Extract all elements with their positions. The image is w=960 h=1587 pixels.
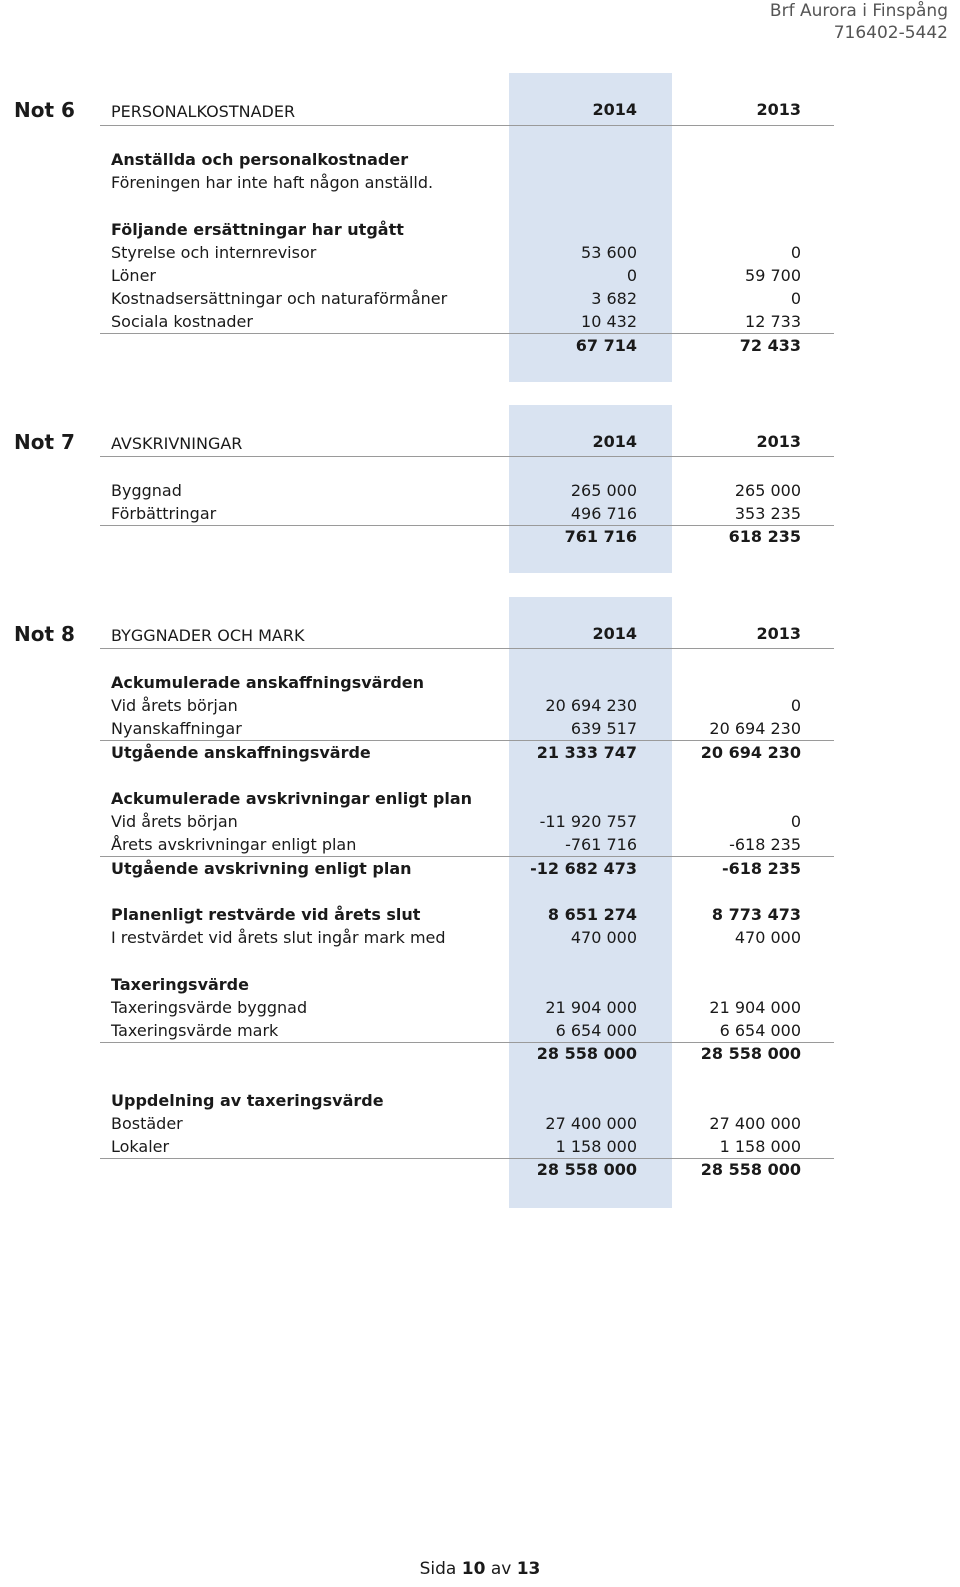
- note-number: Not 8: [14, 622, 75, 646]
- table-row: [111, 764, 801, 787]
- header-rule: [100, 648, 834, 649]
- value-2013: 21 904 000: [709, 997, 801, 1017]
- value-2014: 67 714: [575, 335, 637, 355]
- value-2013: 20 694 230: [709, 719, 801, 739]
- row-label: Planenligt restvärde vid årets slut: [111, 905, 421, 924]
- value-2014: 21 333 747: [536, 742, 637, 762]
- value-2014: 21 904 000: [545, 997, 637, 1017]
- row-label: Utgående anskaffningsvärde: [111, 742, 371, 762]
- document-header: [770, 0, 948, 44]
- value-2014: 8 651 274: [547, 905, 637, 924]
- value-2014: 10 432: [581, 312, 637, 332]
- table-row: [111, 241, 801, 264]
- value-2013: 265 000: [734, 481, 801, 500]
- value-2014: 28 558 000: [536, 1044, 637, 1064]
- row-label: Nyanskaffningar: [111, 719, 242, 739]
- row-label: Anställda och personalkostnader: [111, 150, 409, 169]
- column-header-2014: 2014: [592, 432, 637, 451]
- value-2014: -11 920 757: [539, 812, 637, 832]
- value-2013: 59 700: [745, 266, 801, 285]
- row-label: Vid årets början: [111, 696, 238, 716]
- row-label: Byggnad: [111, 481, 182, 500]
- value-2014: 0: [626, 266, 637, 285]
- table-row: [111, 310, 801, 333]
- value-2014: -761 716: [565, 835, 637, 855]
- value-2013: 470 000: [734, 928, 801, 948]
- value-2013: 618 235: [728, 527, 801, 547]
- note-title: BYGGNADER OCH MARK: [111, 626, 305, 645]
- value-2014: 27 400 000: [545, 1113, 637, 1133]
- org-name: Brf Aurora i Finspång: [769, 1, 948, 21]
- value-2014: 265 000: [570, 481, 637, 500]
- value-2014: 496 716: [570, 504, 637, 524]
- value-2014: 761 716: [564, 527, 637, 547]
- row-label: Årets avskrivningar enligt plan: [111, 835, 357, 855]
- column-header-2013: 2013: [756, 624, 801, 643]
- value-2014: 28 558 000: [536, 1160, 637, 1180]
- table-row: [111, 1042, 801, 1065]
- table-row: [111, 287, 801, 310]
- table-row: [111, 1112, 801, 1135]
- value-2013: 20 694 230: [700, 742, 801, 762]
- table-row: [111, 1089, 801, 1112]
- row-label: Styrelse och internrevisor: [111, 242, 317, 262]
- header-rule: [100, 125, 834, 126]
- table-row: [111, 1135, 801, 1158]
- header-rule: [100, 456, 834, 457]
- value-2013: 12 733: [745, 312, 801, 332]
- table-row: [111, 194, 801, 217]
- note-number: Not 6: [14, 98, 75, 122]
- value-2013: -618 235: [721, 858, 801, 878]
- table-row: [111, 694, 801, 717]
- value-2014: 3 682: [591, 289, 637, 309]
- value-2013: 0: [790, 696, 801, 716]
- table-row: [111, 926, 801, 949]
- table-row: [111, 810, 801, 833]
- value-2014: 53 600: [581, 242, 637, 262]
- note-title: AVSKRIVNINGAR: [111, 434, 243, 453]
- table-row: [111, 479, 801, 502]
- value-2013: -618 235: [729, 835, 801, 855]
- column-header-2014: 2014: [592, 100, 637, 119]
- table-row: [111, 671, 801, 694]
- row-label: Kostnadsersättningar och naturaförmåner: [111, 289, 448, 309]
- row-label: Uppdelning av taxeringsvärde: [111, 1090, 384, 1110]
- row-label: I restvärdet vid årets slut ingår mark med: [111, 928, 446, 948]
- table-row: [111, 903, 801, 926]
- column-header-2013: 2013: [756, 432, 801, 451]
- value-2013: 0: [790, 812, 801, 832]
- value-2013: 28 558 000: [700, 1044, 801, 1064]
- table-row: [111, 1158, 801, 1181]
- value-2013: 1 158 000: [719, 1137, 801, 1156]
- row-label: Sociala kostnader: [111, 312, 253, 332]
- value-2013: 72 433: [739, 335, 801, 355]
- value-2014: -12 682 473: [530, 858, 637, 878]
- table-row: [111, 334, 801, 357]
- org-number: 716402-5442: [833, 23, 948, 43]
- note-number: Not 7: [14, 430, 75, 454]
- row-label: Vid årets början: [111, 812, 238, 832]
- table-row: [111, 787, 801, 810]
- table-row: [111, 525, 801, 548]
- row-label: Lokaler: [111, 1137, 170, 1156]
- table-row: [111, 264, 801, 287]
- table-row: [111, 833, 801, 856]
- row-label: Taxeringsvärde: [111, 974, 249, 994]
- page-of-label: av: [490, 1559, 512, 1579]
- note-title: PERSONALKOSTNADER: [111, 102, 296, 121]
- table-row: [111, 880, 801, 903]
- row-label: Taxeringsvärde mark: [111, 1021, 279, 1040]
- table-row: [111, 857, 801, 880]
- table-row: [111, 1019, 801, 1042]
- row-label: Följande ersättningar har utgått: [111, 219, 404, 239]
- page-label: Sida: [419, 1559, 457, 1579]
- row-label: Förbättringar: [111, 504, 217, 524]
- table-row: [111, 949, 801, 972]
- value-2013: 0: [790, 242, 801, 262]
- table-row: [111, 148, 801, 171]
- value-2014: 20 694 230: [545, 696, 637, 716]
- table-row: [111, 1065, 801, 1088]
- page-number: 10: [461, 1559, 486, 1579]
- value-2014: 639 517: [570, 719, 637, 739]
- row-label: Löner: [111, 266, 156, 285]
- table-row: [111, 218, 801, 241]
- page-total: 13: [516, 1559, 541, 1579]
- table-row: [111, 996, 801, 1019]
- value-2013: 6 654 000: [719, 1021, 801, 1040]
- value-2013: 27 400 000: [709, 1113, 801, 1133]
- table-row: [111, 741, 801, 764]
- row-label: Taxeringsvärde byggnad: [111, 997, 308, 1017]
- value-2014: 470 000: [570, 928, 637, 948]
- row-label: Föreningen har inte haft någon anställd.: [111, 173, 434, 193]
- row-label: Bostäder: [111, 1113, 183, 1133]
- value-2013: 0: [790, 289, 801, 309]
- row-label: Ackumulerade anskaffningsvärden: [111, 673, 425, 692]
- table-row: [111, 502, 801, 525]
- value-2014: 6 654 000: [555, 1021, 637, 1040]
- table-row: [111, 717, 801, 740]
- value-2013: 8 773 473: [711, 905, 801, 924]
- column-header-2013: 2013: [756, 100, 801, 119]
- row-label: Ackumulerade avskrivningar enligt plan: [111, 789, 473, 808]
- table-row: [111, 973, 801, 996]
- row-label: Utgående avskrivning enligt plan: [111, 858, 412, 878]
- value-2013: 353 235: [734, 504, 801, 524]
- value-2014: 1 158 000: [555, 1137, 637, 1156]
- page-footer: [0, 1558, 960, 1580]
- value-2013: 28 558 000: [700, 1160, 801, 1180]
- column-header-2014: 2014: [592, 624, 637, 643]
- table-row: [111, 171, 801, 194]
